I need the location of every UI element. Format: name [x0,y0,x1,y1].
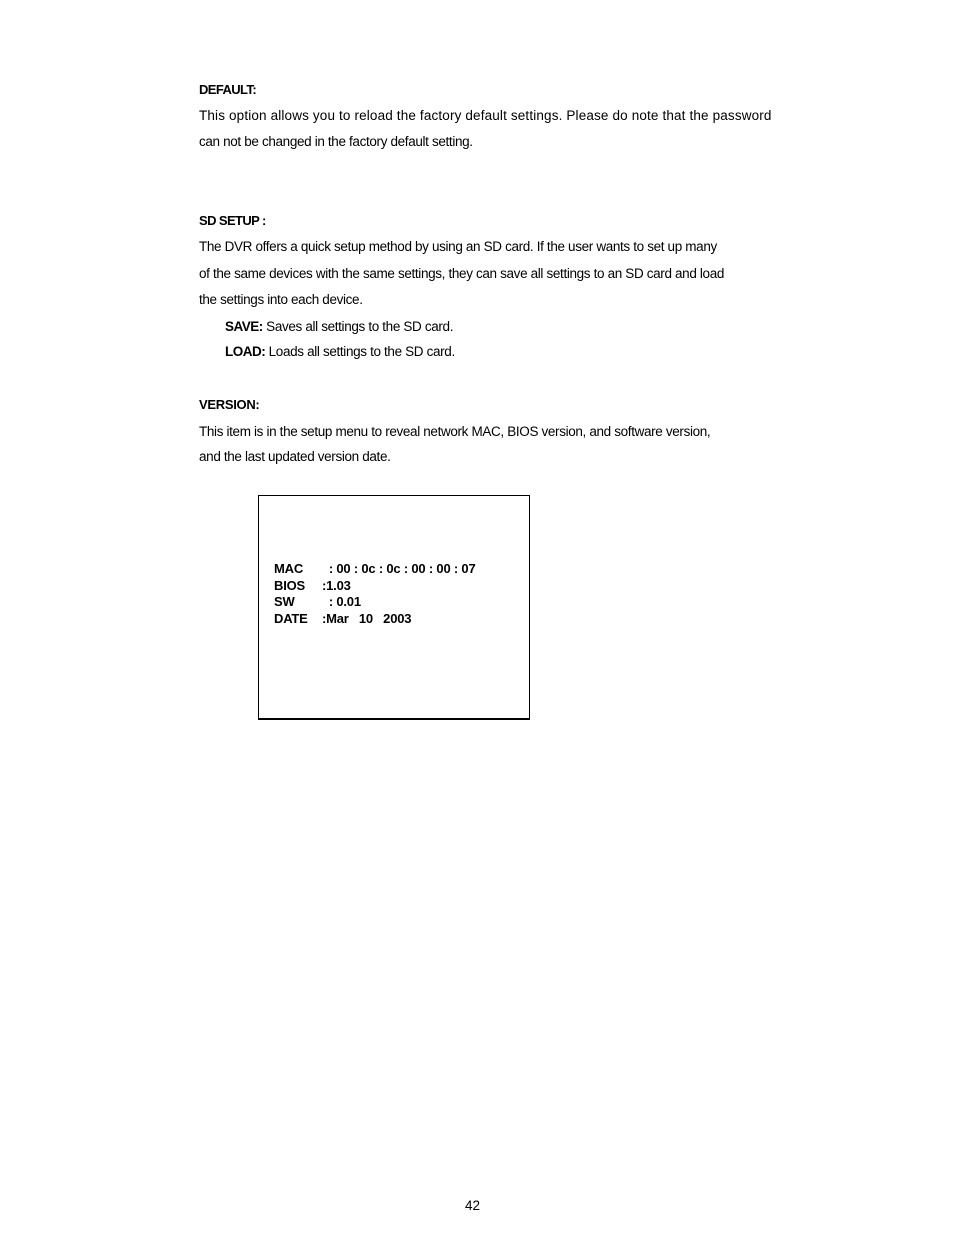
date-row [274,611,411,626]
version-info-screen [258,495,530,720]
sw-row [274,594,361,609]
sd-save-label: SAVE: [225,319,263,334]
sd-load-label: LOAD: [225,344,266,359]
version-heading: VERSION: [199,397,260,412]
sd-setup-heading: SD SETUP : [199,213,266,228]
default-description-line-2: can not be changed in the factory default setting. [199,134,473,149]
mac-value: : 00 : 0c : 0c : 00 : 00 : 07 [322,561,476,576]
sd-setup-description-line-1: The DVR offers a quick setup method by using an SD card. If the user wants to set up many [199,239,717,254]
version-description-line-2: and the last updated version date. [199,449,391,464]
sd-load-text: Loads all settings to the SD card. [265,344,455,359]
date-value: :Mar 10 2003 [322,611,412,626]
mac-key: MAC [274,561,304,576]
version-description-line-1: This item is in the setup menu to reveal network MAC, BIOS version, and software version, [199,424,711,439]
bios-row [274,578,351,593]
page-number: 42 [465,1198,481,1213]
sd-load-item [225,344,455,359]
bios-key: BIOS [274,578,305,593]
default-heading: DEFAULT: [199,82,257,97]
mac-row [274,561,476,576]
sd-save-text: Saves all settings to the SD card. [262,319,454,334]
sd-setup-description-line-2: of the same devices with the same settings, they can save all settings to an SD card and load [199,266,725,281]
default-description-line-1: This option allows you to reload the factory default settings. Please do note that the password [199,108,772,123]
sw-value: : 0.01 [322,594,361,609]
bios-value: :1.03 [322,578,351,593]
sd-setup-description-line-3: the settings into each device. [199,292,363,307]
sd-save-item [225,319,453,334]
date-key: DATE [274,611,308,626]
sw-key: SW [274,594,295,609]
